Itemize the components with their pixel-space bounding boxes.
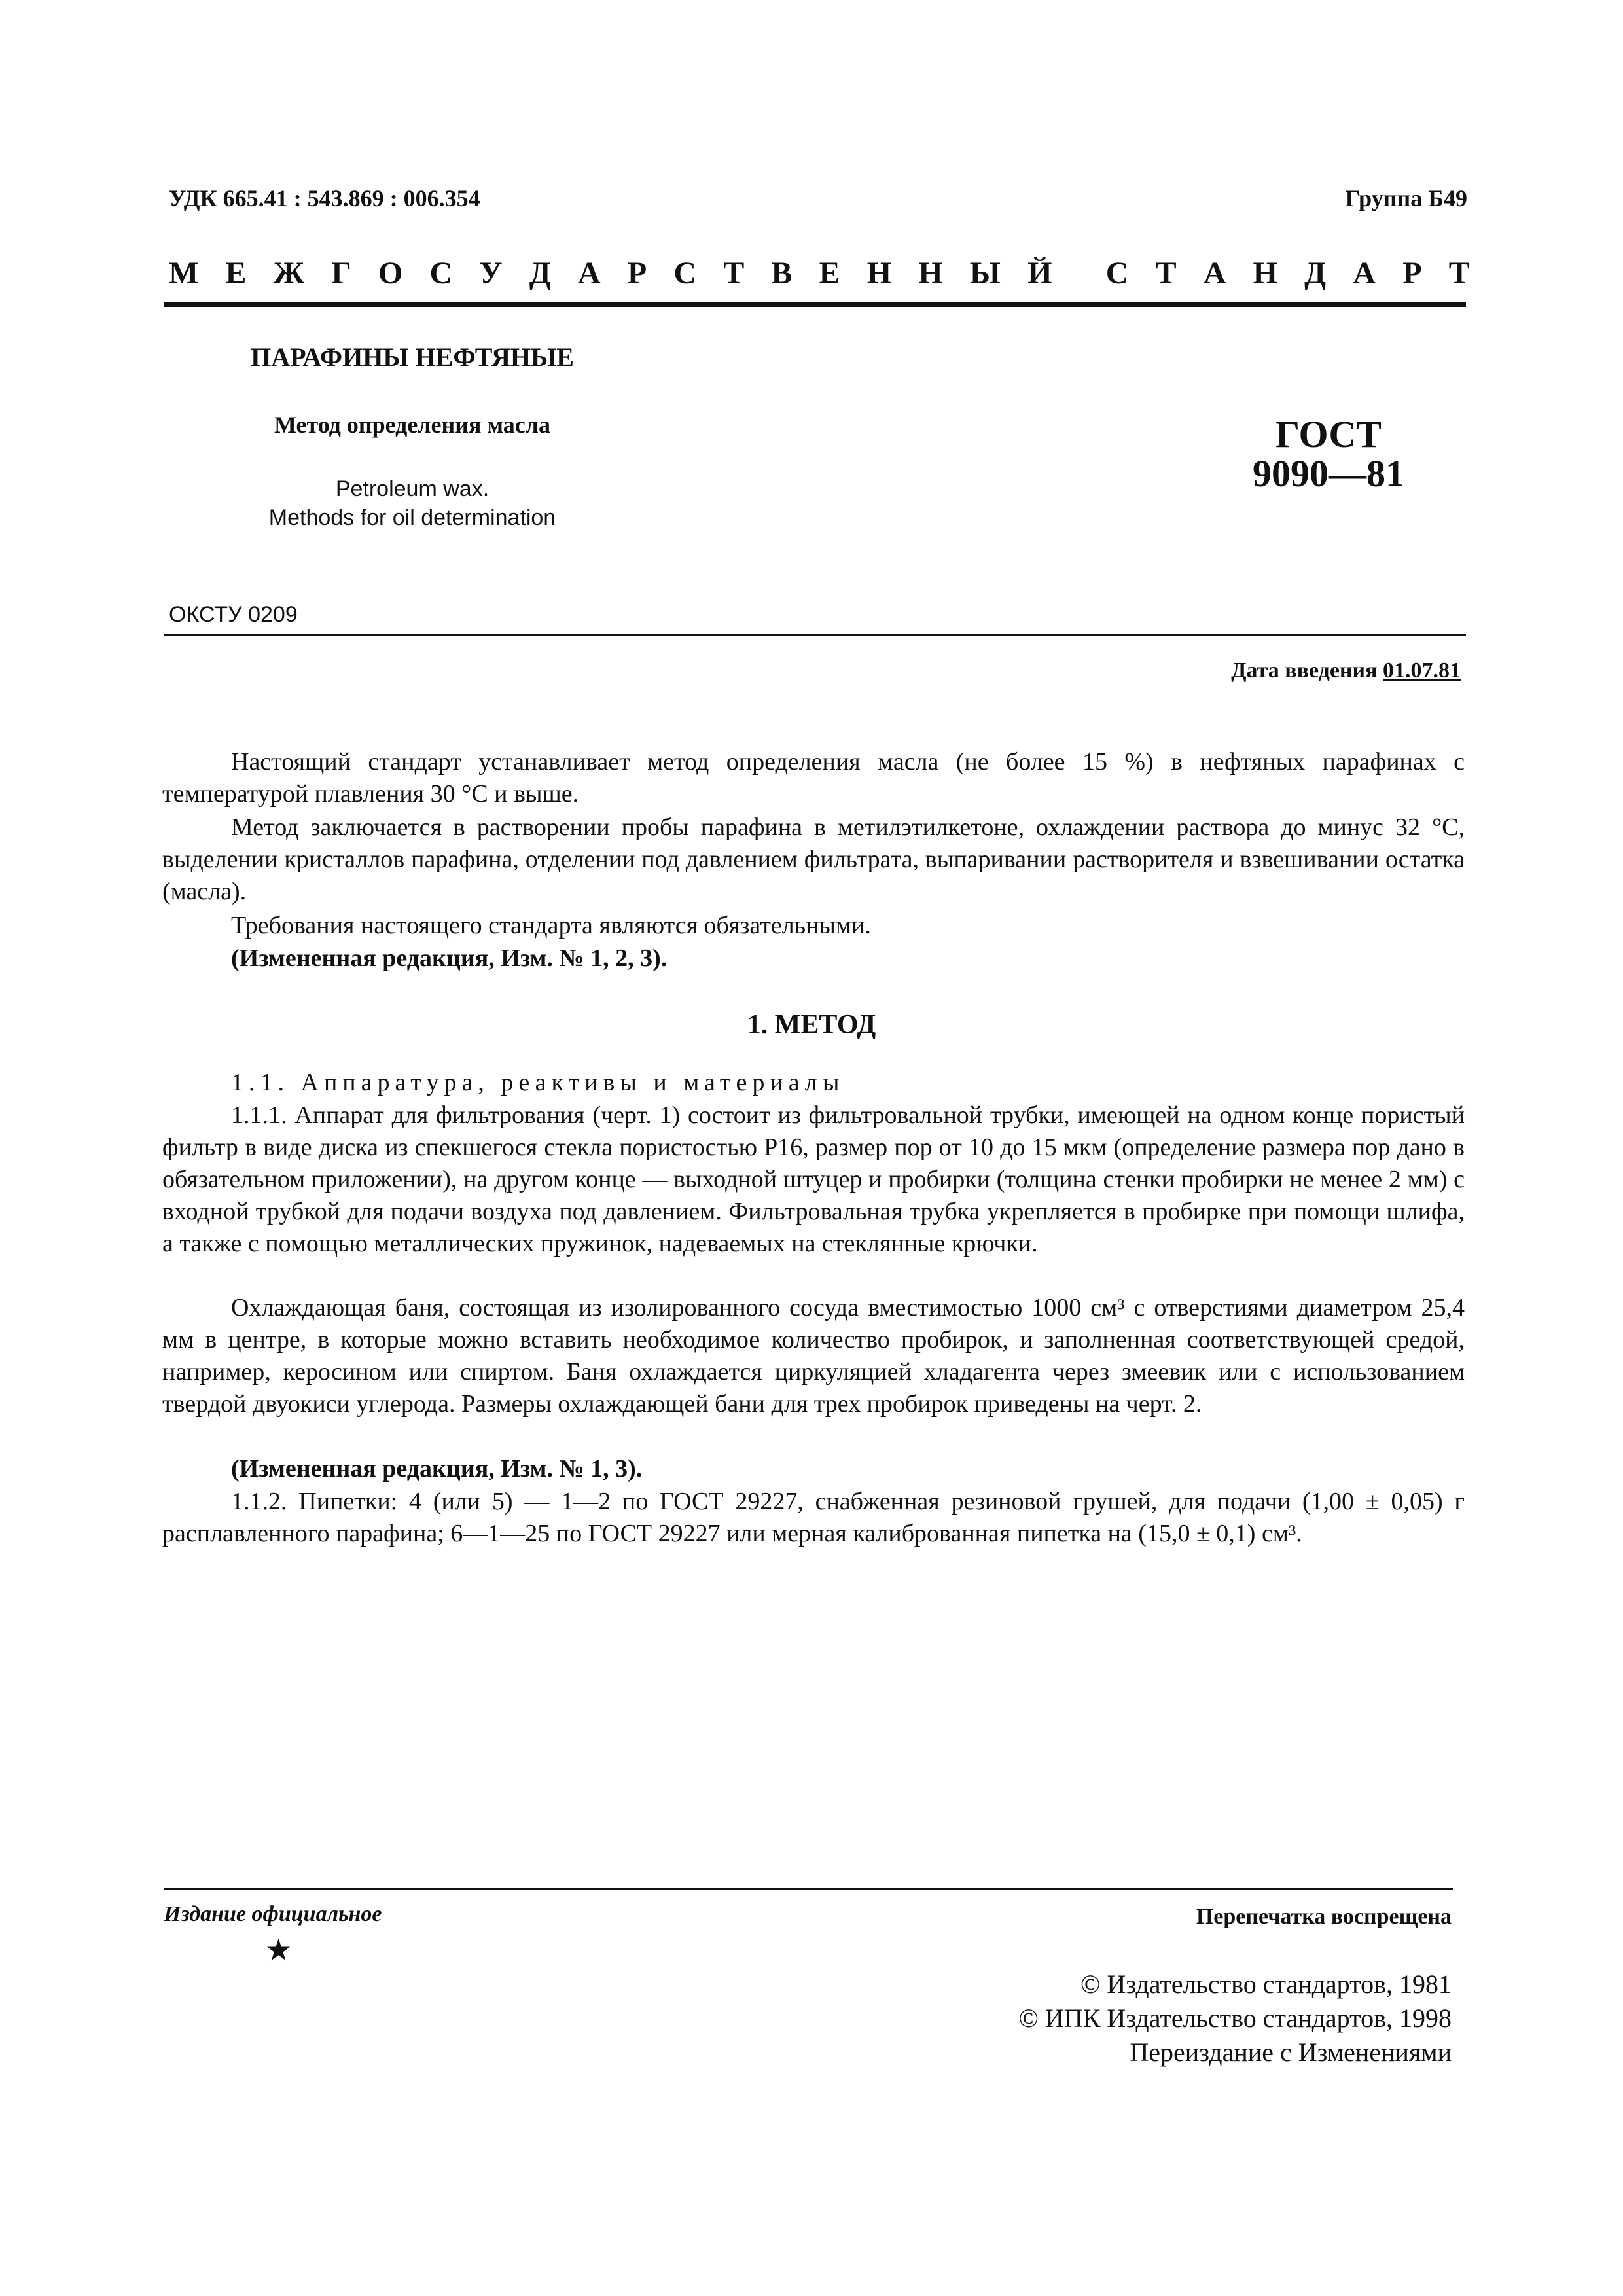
date-label: Дата введения (1231, 658, 1378, 683)
clause-amendment-note: (Измененная редакция, Изм. № 1, 3). (231, 1455, 643, 1482)
banner-letter: Т (723, 256, 745, 291)
clause-1-1-1: 1.1.1. Аппарат для фильтрования (черт. 1) состоит из фильтровальной трубки, имеющей на одном конце пористый фильтр в виде диска из спекшегося стекла пористостью Р16, размер пор от 10 до 15 мкм (определение размера пор дано в обязательном приложении), на другом конце — выходной штуцер и пробирки (толщина стенки пробирки не менее 2 мм) с входной трубкой для подачи воздуха под давлением. Фильтровальная трубка укрепляется в пробирке при помощи шлифа, а также с помощью металлических пружинок, надеваемых на стеклянные крючки. (162, 1102, 1465, 1257)
intro-amendment-note: (Измененная редакция, Изм. № 1, 2, 3). (231, 944, 668, 972)
standard-banner (169, 255, 1470, 291)
banner-letter: Н (866, 256, 892, 291)
banner-letter: А (578, 256, 601, 291)
banner-letter: С (1105, 256, 1129, 291)
introduction-date (1231, 658, 1461, 683)
banner-letter: Т (1448, 256, 1470, 291)
group-code: Группа Б49 (1345, 185, 1467, 211)
udk-code: УДК 665.41 : 543.869 : 006.354 (169, 185, 480, 211)
intro-paragraph-1: Настоящий стандарт устанавливает метод определения масла (не более 15 %) в нефтяных парафинах с температурой плавления 30 °С и выше. (162, 748, 1465, 808)
document-title: ПАРАФИНЫ НЕФТЯНЫЕ (251, 342, 574, 372)
clause-1-1: 1.1. Аппаратура, реактивы и материалы (231, 1069, 845, 1096)
banner-letter: Д (529, 256, 551, 291)
banner-letter: Д (1304, 256, 1327, 291)
copyright-line-2: © ИПК Издательство стандартов, 1998 (1018, 2003, 1452, 2033)
banner-letter: Н (918, 256, 943, 291)
header-rule (164, 302, 1466, 307)
banner-letter: Р (627, 256, 647, 291)
section-heading: 1. МЕТОД (747, 1010, 876, 1040)
gost-number: 9090—81 (1253, 452, 1404, 495)
official-edition-label: Издание официальное (164, 1902, 382, 1926)
footer-rule (164, 1888, 1453, 1890)
okstu-code: ОКСТУ 0209 (169, 602, 298, 627)
banner-letter: Ы (969, 256, 1001, 291)
reissue-line: Переиздание с Изменениями (1130, 2037, 1452, 2067)
banner-letter: Ж (273, 256, 305, 291)
banner-letter: А (1203, 256, 1226, 291)
banner-letter: В (771, 256, 793, 291)
cooling-bath-paragraph: Охлаждающая баня, состоящая из изолированного сосуда вместимостью 1000 см³ с отверстиями диаметром 25,4 мм в центре, в которые можно вставить необходимое количество пробирок, и заполненная соответствующей средой, например, керосином или спиртом. Баня охлаждается циркуляцией хладагента через змеевик или с использованием твердой двуокиси углерода. Размеры охлаждающей бани для трех пробирок приведены на черт. 2. (162, 1294, 1465, 1418)
banner-letter: Е (225, 256, 247, 291)
banner-letter: М (169, 256, 199, 291)
reprint-prohibited-label: Перепечатка воспрещена (1196, 1905, 1452, 1929)
copyright-line-1: © Издательство стандартов, 1981 (1080, 1969, 1452, 1999)
banner-letter: Р (1402, 256, 1422, 291)
intro-paragraph-3: Требования настоящего стандарта являются обязательными. (231, 912, 871, 939)
banner-letter: Г (331, 256, 351, 291)
gost-label: ГОСТ (1275, 413, 1382, 456)
clause-1-1-2: 1.1.2. Пипетки: 4 (или 5) — 1—2 по ГОСТ 29227, снабженная резиновой грушей, для подачи (1,00 ± 0,05) г расплавленного парафина; 6—1—25 по ГОСТ 29227 или мерная калиброванная пипетка на (15,0 ± 0,1) см³. (162, 1488, 1465, 1547)
english-title-line-2: Methods for oil determination (268, 505, 556, 530)
banner-letter: А (1353, 256, 1376, 291)
banner-letter: Е (819, 256, 840, 291)
banner-letter: Т (1155, 256, 1177, 291)
intro-paragraph-2: Метод заключается в растворении пробы парафина в метилэтилкетоне, охлаждении раствора до минус 32 °С, выделении кристаллов парафина, отделении под давлением фильтрата, выпаривании растворителя и взвешивании остатка (масла). (162, 814, 1465, 905)
banner-letter: С (673, 256, 697, 291)
english-title-line-1: Petroleum wax. (335, 476, 490, 501)
star-icon: ★ (265, 1933, 293, 1967)
banner-letter: Н (1253, 256, 1277, 291)
banner-letter: У (479, 256, 503, 291)
date-value: 01.07.81 (1383, 658, 1461, 683)
banner-letter: С (429, 256, 453, 291)
document-subtitle: Метод определения масла (274, 412, 550, 438)
banner-letter: О (378, 256, 403, 291)
okstu-rule (164, 634, 1466, 636)
banner-letter: Й (1027, 256, 1052, 291)
